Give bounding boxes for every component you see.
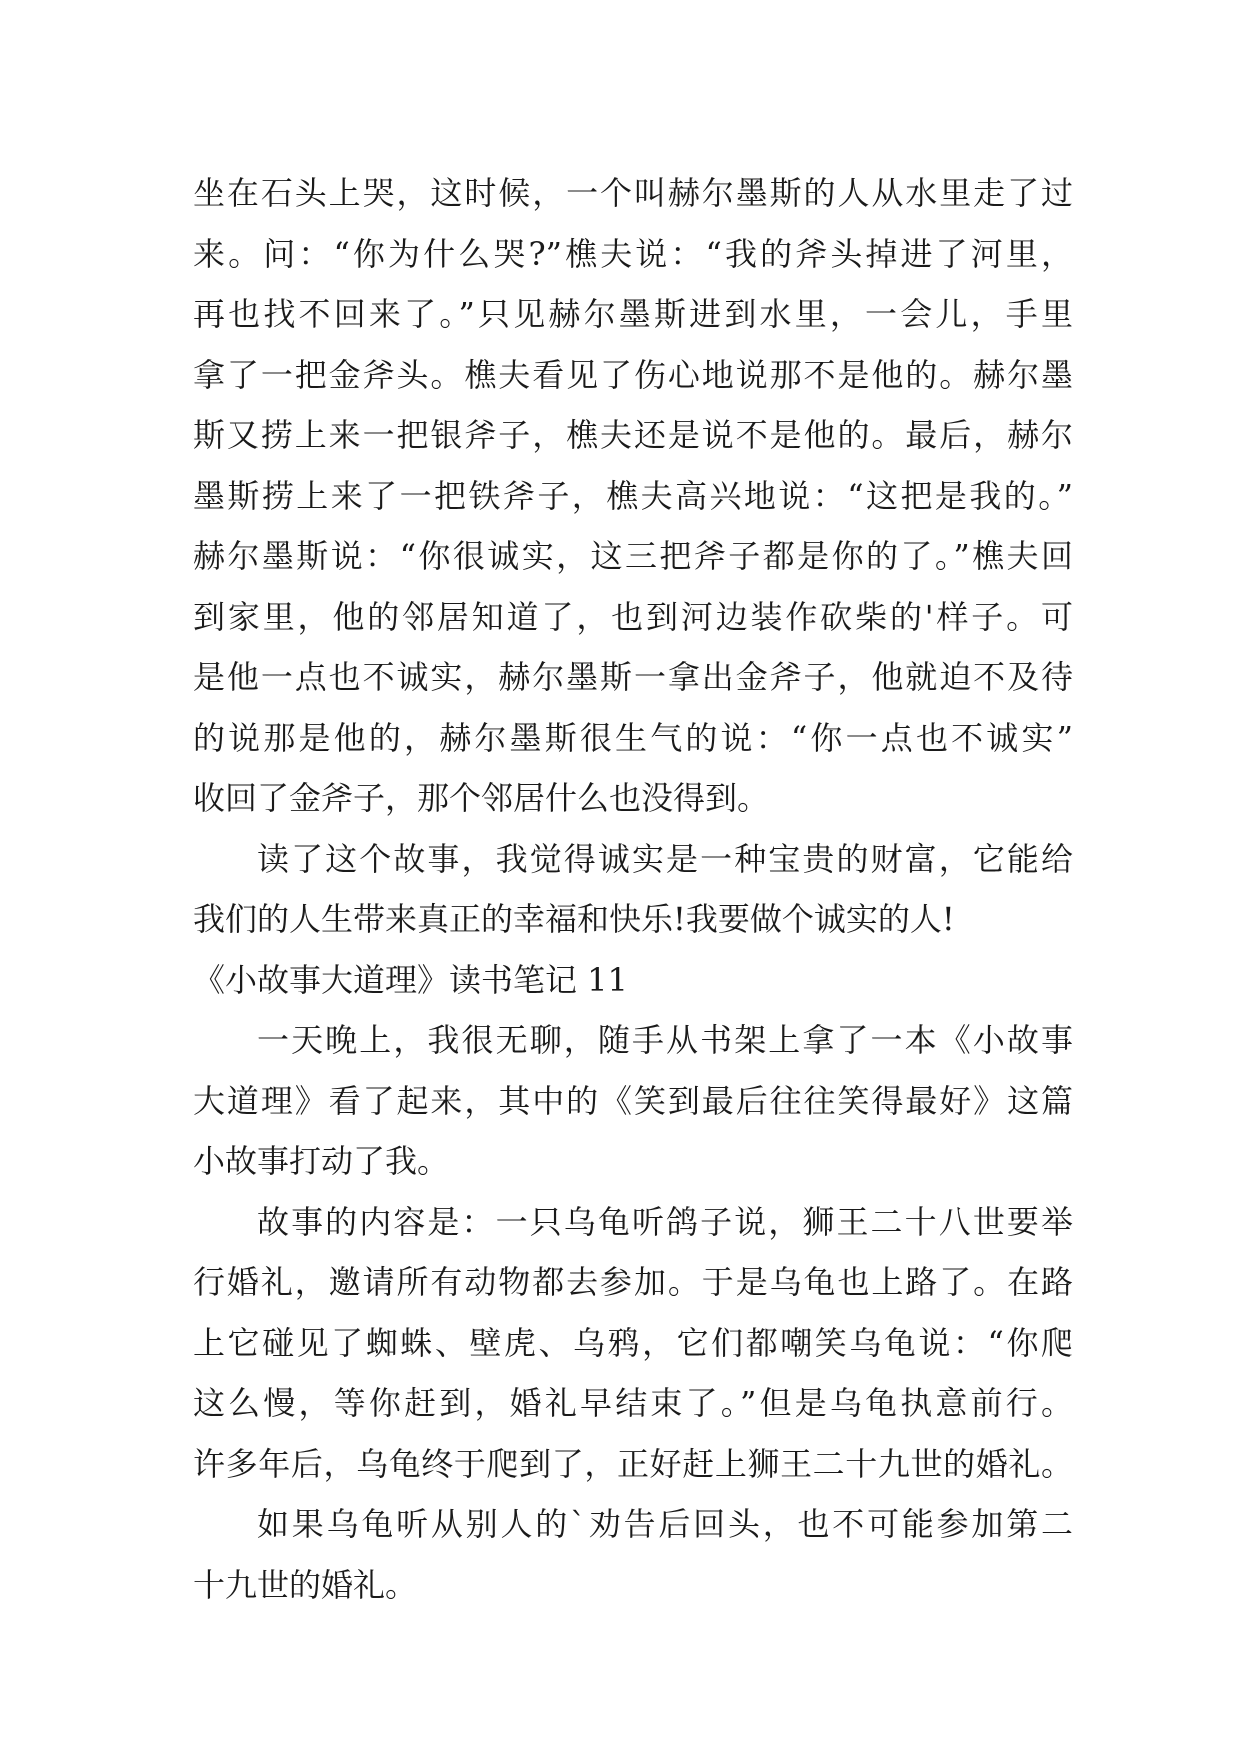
text-line: 十九世的婚礼。 [193, 1565, 418, 1604]
text-line: 来。问：“你为什么哭?”樵夫说：“我的斧头掉进了河里， [193, 234, 1073, 273]
text-line: 我们的人生带来真正的幸福和快乐!我要做个诚实的人! [193, 900, 955, 938]
text-line: 是他一点也不诚实，赫尔墨斯一拿出金斧子，他就迫不及待 [193, 658, 1073, 696]
section-heading: 《小故事大道理》读书笔记 11 [193, 960, 628, 999]
text-line: 故事的内容是：一只乌龟听鸽子说，狮王二十八世要举 [257, 1202, 1073, 1241]
text-line: 如果乌龟听从别人的`劝告后回头，也不可能参加第二 [257, 1505, 1073, 1543]
text-line: 一天晚上，我很无聊，随手从书架上拿了一本《小故事 [257, 1021, 1073, 1059]
text-line: 许多年后，乌龟终于爬到了，正好赶上狮王二十九世的婚礼。 [193, 1444, 1073, 1483]
text-line: 斯又捞上来一把银斧子，樵夫还是说不是他的。最后，赫尔 [193, 416, 1073, 454]
text-line: 大道理》看了起来，其中的《笑到最后往往笑得最好》这篇 [193, 1081, 1073, 1120]
text-line: 这么慢，等你赶到，婚礼早结束了。”但是乌龟执意前行。 [193, 1384, 1073, 1422]
text-line: 赫尔墨斯说：“你很诚实，这三把斧子都是你的了。”樵夫回 [193, 537, 1073, 575]
text-line: 上它碰见了蜘蛛、壁虎、乌鸦，它们都嘲笑乌龟说：“你爬 [193, 1323, 1073, 1362]
text-line: 行婚礼，邀请所有动物都去参加。于是乌龟也上路了。在路 [193, 1263, 1073, 1301]
text-line: 墨斯捞上来了一把铁斧子，樵夫高兴地说：“这把是我的。” [193, 476, 1073, 515]
text-line: 到家里，他的邻居知道了，也到河边装作砍柴的'样子。可 [193, 597, 1073, 636]
text-line: 收回了金斧子，那个邻居什么也没得到。 [193, 779, 770, 817]
text-line: 坐在石头上哭，这时候，一个叫赫尔墨斯的人从水里走了过 [193, 174, 1073, 212]
text-line: 拿了一把金斧头。樵夫看见了伤心地说那不是他的。赫尔墨 [193, 355, 1073, 394]
text-line: 再也找不回来了。”只见赫尔墨斯进到水里，一会儿，手里 [193, 295, 1073, 333]
text-line: 读了这个故事，我觉得诚实是一种宝贵的财富，它能给 [257, 839, 1073, 878]
body-text [193, 163, 1073, 1615]
text-line: 小故事打动了我。 [193, 1142, 450, 1180]
text-line: 的说那是他的，赫尔墨斯很生气的说：“你一点也不诚实” [193, 718, 1073, 757]
